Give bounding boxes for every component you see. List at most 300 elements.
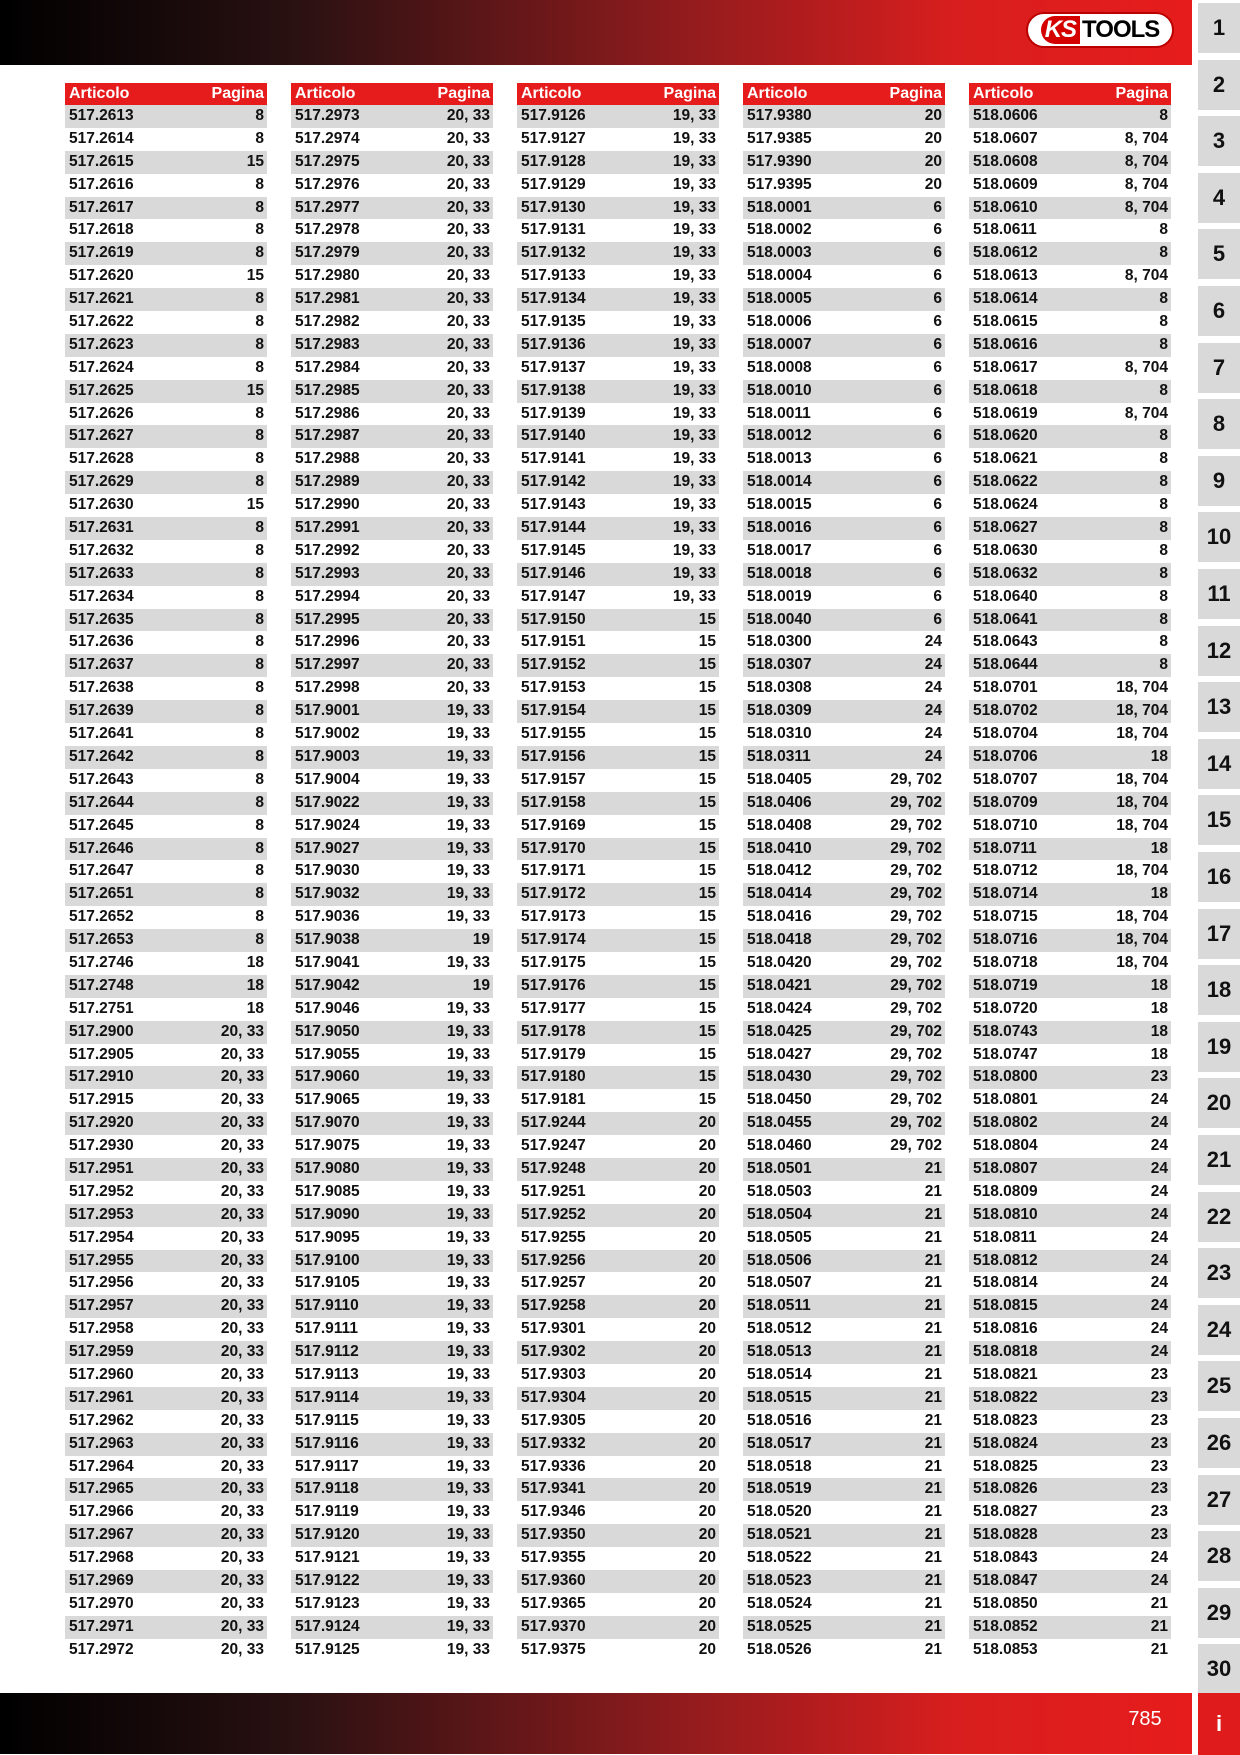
page-reference: 19, 33	[446, 1503, 490, 1521]
table-row	[517, 1616, 719, 1639]
page-reference: 18	[1150, 1045, 1168, 1063]
tab-info[interactable]: i	[1198, 1693, 1240, 1755]
table-row	[291, 906, 493, 929]
table-row	[743, 677, 945, 700]
article-number: 518.0300	[747, 633, 812, 651]
article-number: 517.2965	[69, 1480, 134, 1498]
article-number: 517.2625	[69, 381, 134, 399]
article-number: 517.9004	[295, 770, 360, 788]
article-number: 518.0814	[973, 1274, 1038, 1292]
page-reference: 8	[1159, 541, 1168, 559]
article-number: 517.9244	[521, 1114, 586, 1132]
table-row	[517, 517, 719, 540]
table-row	[65, 609, 267, 632]
table-row	[743, 654, 945, 677]
article-number: 517.2970	[69, 1594, 134, 1612]
page-reference: 19, 33	[446, 1137, 490, 1155]
article-number: 517.2952	[69, 1182, 134, 1200]
table-row	[517, 929, 719, 952]
article-number: 518.0618	[973, 381, 1038, 399]
tab-chapter-5[interactable]: 5	[1198, 229, 1240, 279]
page-reference: 19, 33	[446, 770, 490, 788]
page-reference: 20, 33	[220, 1091, 264, 1109]
article-number: 518.0519	[747, 1480, 812, 1498]
table-row	[743, 1021, 945, 1044]
tab-chapter-3[interactable]: 3	[1198, 116, 1240, 166]
table-row	[65, 357, 267, 380]
table-row	[517, 700, 719, 723]
article-number: 517.9143	[521, 496, 586, 514]
header-page: Pagina	[663, 85, 716, 102]
table-row	[517, 1181, 719, 1204]
article-number: 517.2986	[295, 404, 360, 422]
article-number: 518.0810	[973, 1205, 1038, 1223]
article-number: 518.0822	[973, 1388, 1038, 1406]
page-reference: 19	[472, 931, 490, 949]
table-row	[743, 1066, 945, 1089]
tab-chapter-28[interactable]: 28	[1198, 1531, 1240, 1581]
page-reference: 19, 33	[446, 862, 490, 880]
page-reference: 8	[255, 725, 264, 743]
article-number: 517.9003	[295, 747, 360, 765]
page-reference: 20	[698, 1411, 716, 1429]
table-row	[969, 1250, 1171, 1273]
table-row	[291, 998, 493, 1021]
article-number: 517.9136	[521, 335, 586, 353]
article-number: 517.9110	[295, 1297, 359, 1315]
page-reference: 20, 33	[446, 335, 490, 353]
tab-chapter-9[interactable]: 9	[1198, 456, 1240, 506]
page-reference: 20	[698, 1182, 716, 1200]
article-number: 517.9055	[295, 1045, 360, 1063]
page-reference: 6	[933, 473, 942, 491]
tab-chapter-1[interactable]: 1	[1198, 3, 1240, 53]
article-number: 517.9065	[295, 1091, 360, 1109]
table-row	[291, 403, 493, 426]
page-reference: 8	[1159, 587, 1168, 605]
table-row	[969, 1593, 1171, 1616]
table-row	[291, 1089, 493, 1112]
tab-chapter-23[interactable]: 23	[1198, 1248, 1240, 1298]
page-reference: 29, 702	[890, 1068, 942, 1086]
tab-chapter-21[interactable]: 21	[1198, 1135, 1240, 1185]
table-row	[969, 1158, 1171, 1181]
page-reference: 21	[924, 1343, 942, 1361]
page-reference: 15	[698, 999, 716, 1017]
page-reference: 15	[698, 679, 716, 697]
table-row	[743, 174, 945, 197]
page-reference: 8	[255, 587, 264, 605]
table-row	[517, 174, 719, 197]
page-reference: 20	[698, 1297, 716, 1315]
article-number: 517.9173	[521, 908, 586, 926]
page-reference: 24	[1150, 1114, 1168, 1132]
tab-chapter-8[interactable]: 8	[1198, 399, 1240, 449]
tab-chapter-10[interactable]: 10	[1198, 512, 1240, 562]
table-row	[291, 1044, 493, 1067]
article-number: 517.2972	[69, 1640, 134, 1658]
table-row	[291, 334, 493, 357]
page-reference: 8	[255, 244, 264, 262]
table-row	[65, 952, 267, 975]
article-number: 517.9251	[521, 1182, 586, 1200]
article-number: 517.9305	[521, 1411, 586, 1429]
page-reference: 19, 33	[672, 587, 716, 605]
article-number: 517.2645	[69, 816, 134, 834]
page-reference: 23	[1150, 1388, 1168, 1406]
page-reference: 20, 33	[446, 267, 490, 285]
article-number: 518.0014	[747, 473, 812, 491]
page-reference: 19, 33	[446, 793, 490, 811]
page-reference: 20, 33	[220, 1137, 264, 1155]
tab-chapter-6[interactable]: 6	[1198, 286, 1240, 336]
table-row	[969, 380, 1171, 403]
article-number: 518.0624	[973, 496, 1038, 514]
table-row	[743, 1250, 945, 1273]
table-row	[517, 1112, 719, 1135]
table-row	[517, 1295, 719, 1318]
table-row	[969, 1318, 1171, 1341]
page-reference: 19, 33	[446, 725, 490, 743]
tab-chapter-2[interactable]: 2	[1198, 60, 1240, 110]
table-row	[743, 609, 945, 632]
table-row	[65, 1250, 267, 1273]
table-row	[969, 815, 1171, 838]
table-row	[291, 1524, 493, 1547]
table-row	[743, 265, 945, 288]
page-reference: 6	[933, 519, 942, 537]
article-number: 517.2615	[69, 152, 134, 170]
page-reference: 8	[1159, 313, 1168, 331]
table-row	[291, 242, 493, 265]
page-reference: 6	[933, 427, 942, 445]
page-reference: 18	[1150, 747, 1168, 765]
article-number: 518.0006	[747, 313, 812, 331]
tab-chapter-25[interactable]: 25	[1198, 1361, 1240, 1411]
page-reference: 19, 33	[446, 1457, 490, 1475]
page-reference: 29, 702	[890, 999, 942, 1017]
article-number: 518.0040	[747, 610, 812, 628]
tab-chapter-29[interactable]: 29	[1198, 1588, 1240, 1638]
article-number: 517.9131	[521, 221, 586, 239]
page-reference: 20, 33	[220, 1549, 264, 1567]
table-row	[969, 265, 1171, 288]
page-reference: 20, 33	[220, 1320, 264, 1338]
table-row	[517, 1341, 719, 1364]
article-number: 517.2996	[295, 633, 360, 651]
page-reference: 24	[1150, 1159, 1168, 1177]
page-reference: 6	[933, 496, 942, 514]
table-row	[969, 1044, 1171, 1067]
article-number: 518.0709	[973, 793, 1038, 811]
article-number: 517.2634	[69, 587, 134, 605]
page-reference: 19, 33	[672, 358, 716, 376]
table-row	[517, 769, 719, 792]
article-number: 517.9179	[521, 1045, 586, 1063]
page-reference: 18	[246, 976, 264, 994]
page-reference: 21	[924, 1594, 942, 1612]
article-number: 518.0811	[973, 1228, 1037, 1246]
index-column-3	[517, 83, 719, 1662]
article-number: 517.9177	[521, 999, 586, 1017]
page-reference: 8	[255, 610, 264, 628]
table-row	[517, 494, 719, 517]
article-number: 517.2642	[69, 747, 134, 765]
article-number: 518.0853	[973, 1640, 1038, 1658]
article-number: 517.9350	[521, 1526, 586, 1544]
page-reference: 8	[255, 931, 264, 949]
page-reference: 19, 33	[446, 1617, 490, 1635]
article-number: 518.0460	[747, 1137, 812, 1155]
page-reference: 19, 33	[446, 1251, 490, 1269]
table-row	[743, 700, 945, 723]
table-row	[65, 677, 267, 700]
column-header	[65, 83, 267, 105]
article-number: 517.9390	[747, 152, 812, 170]
article-number: 517.9151	[521, 633, 586, 651]
article-number: 518.0617	[973, 358, 1038, 376]
ks-tools-logo	[1026, 12, 1174, 48]
page-reference: 19, 33	[672, 450, 716, 468]
tab-chapter-18[interactable]: 18	[1198, 965, 1240, 1015]
article-number: 518.0522	[747, 1549, 812, 1567]
table-row	[517, 448, 719, 471]
tab-chapter-20[interactable]: 20	[1198, 1078, 1240, 1128]
table-row	[969, 517, 1171, 540]
table-row	[969, 1295, 1171, 1318]
page-reference: 18, 704	[1116, 931, 1168, 949]
table-row	[969, 403, 1171, 426]
page-reference: 20	[924, 129, 942, 147]
page-reference: 21	[1150, 1594, 1168, 1612]
article-number: 518.0018	[747, 564, 812, 582]
page-reference: 15	[698, 816, 716, 834]
tab-chapter-15[interactable]: 15	[1198, 795, 1240, 845]
article-number: 518.0609	[973, 175, 1038, 193]
table-row	[969, 631, 1171, 654]
page-reference: 29, 702	[890, 1045, 942, 1063]
table-row	[65, 1204, 267, 1227]
table-row	[291, 1387, 493, 1410]
table-row	[517, 654, 719, 677]
page-reference: 15	[698, 747, 716, 765]
table-row	[969, 334, 1171, 357]
article-number: 518.0630	[973, 541, 1038, 559]
page-reference: 20, 33	[220, 1388, 264, 1406]
table-row	[517, 838, 719, 861]
table-row	[291, 723, 493, 746]
page-reference: 20	[698, 1365, 716, 1383]
page-reference: 20, 33	[446, 129, 490, 147]
page-reference: 24	[924, 656, 942, 674]
page-reference: 15	[698, 793, 716, 811]
tab-chapter-13[interactable]: 13	[1198, 682, 1240, 732]
page-reference: 8	[255, 885, 264, 903]
tab-chapter-11[interactable]: 11	[1198, 569, 1240, 619]
page-reference: 24	[1150, 1251, 1168, 1269]
page-reference: 15	[698, 839, 716, 857]
tab-chapter-7[interactable]: 7	[1198, 343, 1240, 393]
article-number: 517.9257	[521, 1274, 586, 1292]
tab-chapter-19[interactable]: 19	[1198, 1022, 1240, 1072]
table-row	[969, 1112, 1171, 1135]
article-number: 517.9146	[521, 564, 586, 582]
article-number: 518.0310	[747, 725, 812, 743]
article-number: 518.0613	[973, 267, 1038, 285]
article-number: 518.0005	[747, 290, 812, 308]
page-reference: 8	[255, 702, 264, 720]
article-number: 517.2954	[69, 1228, 134, 1246]
article-number: 517.2992	[295, 541, 360, 559]
article-number: 517.9174	[521, 931, 586, 949]
article-number: 517.9041	[295, 953, 360, 971]
table-row	[65, 838, 267, 861]
article-number: 517.9123	[295, 1594, 360, 1612]
tab-chapter-24[interactable]: 24	[1198, 1305, 1240, 1355]
table-row	[291, 1066, 493, 1089]
logo-tools: TOOLS	[1082, 16, 1160, 43]
page-reference: 8	[255, 816, 264, 834]
page-reference: 8	[255, 221, 264, 239]
table-row	[291, 1501, 493, 1524]
table-row	[517, 906, 719, 929]
table-row	[517, 1318, 719, 1341]
article-number: 517.9141	[521, 450, 586, 468]
page-reference: 19, 33	[672, 290, 716, 308]
article-number: 517.2991	[295, 519, 360, 537]
article-number: 517.2624	[69, 358, 134, 376]
table-row	[517, 563, 719, 586]
article-number: 517.2961	[69, 1388, 134, 1406]
tab-chapter-30[interactable]: 30	[1198, 1644, 1240, 1694]
page-reference: 8	[1159, 381, 1168, 399]
page-reference: 19, 33	[446, 1365, 490, 1383]
article-number: 517.9125	[295, 1640, 360, 1658]
table-row	[969, 1639, 1171, 1662]
table-row	[291, 1410, 493, 1433]
page-reference: 21	[924, 1182, 942, 1200]
article-number: 517.9042	[295, 976, 360, 994]
table-row	[743, 357, 945, 380]
page-reference: 6	[933, 267, 942, 285]
page-reference: 23	[1150, 1365, 1168, 1383]
table-row	[743, 242, 945, 265]
column-header	[969, 83, 1171, 105]
page-reference: 23	[1150, 1411, 1168, 1429]
article-number: 517.9070	[295, 1114, 360, 1132]
page-reference: 20	[698, 1228, 716, 1246]
article-number: 517.9105	[295, 1274, 360, 1292]
page-reference: 20	[698, 1274, 716, 1292]
article-number: 518.0017	[747, 541, 812, 559]
article-number: 518.0702	[973, 702, 1038, 720]
page-reference: 20	[924, 152, 942, 170]
tab-chapter-14[interactable]: 14	[1198, 739, 1240, 789]
table-row	[517, 288, 719, 311]
column-header	[291, 83, 493, 105]
page-reference: 19, 33	[446, 1388, 490, 1406]
table-row	[743, 769, 945, 792]
table-row	[65, 1524, 267, 1547]
page-reference: 23	[1150, 1503, 1168, 1521]
page-reference: 6	[933, 221, 942, 239]
article-number: 518.0827	[973, 1503, 1038, 1521]
column-rows	[291, 105, 493, 1662]
page-reference: 24	[1150, 1549, 1168, 1567]
table-row	[291, 952, 493, 975]
article-number: 518.0430	[747, 1068, 812, 1086]
table-row	[291, 883, 493, 906]
article-number: 518.0427	[747, 1045, 812, 1063]
tab-chapter-26[interactable]: 26	[1198, 1418, 1240, 1468]
article-number: 518.0521	[747, 1526, 812, 1544]
table-row	[969, 1547, 1171, 1570]
table-row	[517, 1204, 719, 1227]
article-number: 517.2646	[69, 839, 134, 857]
table-row	[65, 540, 267, 563]
tab-chapter-27[interactable]: 27	[1198, 1475, 1240, 1525]
table-row	[65, 1227, 267, 1250]
table-row	[743, 631, 945, 654]
article-number: 518.0520	[747, 1503, 812, 1521]
article-number: 517.9038	[295, 931, 360, 949]
page-reference: 20	[698, 1251, 716, 1269]
table-row	[743, 471, 945, 494]
page-reference: 20	[698, 1526, 716, 1544]
page-reference: 19, 33	[446, 1480, 490, 1498]
article-number: 517.9132	[521, 244, 586, 262]
article-number: 518.0812	[973, 1251, 1038, 1269]
tab-chapter-22[interactable]: 22	[1198, 1192, 1240, 1242]
tab-chapter-16[interactable]: 16	[1198, 852, 1240, 902]
table-row	[743, 1524, 945, 1547]
article-number: 517.9135	[521, 313, 586, 331]
article-number: 517.2979	[295, 244, 360, 262]
page-reference: 6	[933, 290, 942, 308]
table-row	[291, 265, 493, 288]
page-reference: 20, 33	[220, 1022, 264, 1040]
page-reference: 8	[1159, 473, 1168, 491]
article-number: 517.9060	[295, 1068, 360, 1086]
tab-chapter-12[interactable]: 12	[1198, 626, 1240, 676]
page-reference: 24	[924, 747, 942, 765]
table-row	[291, 1204, 493, 1227]
article-number: 518.0704	[973, 725, 1038, 743]
page-reference: 18	[1150, 976, 1168, 994]
tab-chapter-4[interactable]: 4	[1198, 173, 1240, 223]
page-reference: 20, 33	[446, 633, 490, 651]
article-number: 518.0416	[747, 908, 812, 926]
article-number: 518.0815	[973, 1297, 1038, 1315]
article-number: 518.0015	[747, 496, 812, 514]
table-row	[65, 1158, 267, 1181]
page-reference: 8	[1159, 564, 1168, 582]
tab-chapter-17[interactable]: 17	[1198, 909, 1240, 959]
article-number: 518.0643	[973, 633, 1038, 651]
article-number: 517.9147	[521, 587, 586, 605]
article-number: 517.2981	[295, 290, 360, 308]
article-number: 518.0004	[747, 267, 812, 285]
page-reference: 20, 33	[220, 1640, 264, 1658]
page-reference: 15	[698, 1091, 716, 1109]
page-reference: 29, 702	[890, 908, 942, 926]
article-number: 518.0619	[973, 404, 1038, 422]
column-rows	[743, 105, 945, 1662]
article-number: 517.2616	[69, 175, 134, 193]
article-number: 517.2915	[69, 1091, 134, 1109]
table-row	[291, 1272, 493, 1295]
article-number: 517.9100	[295, 1251, 360, 1269]
